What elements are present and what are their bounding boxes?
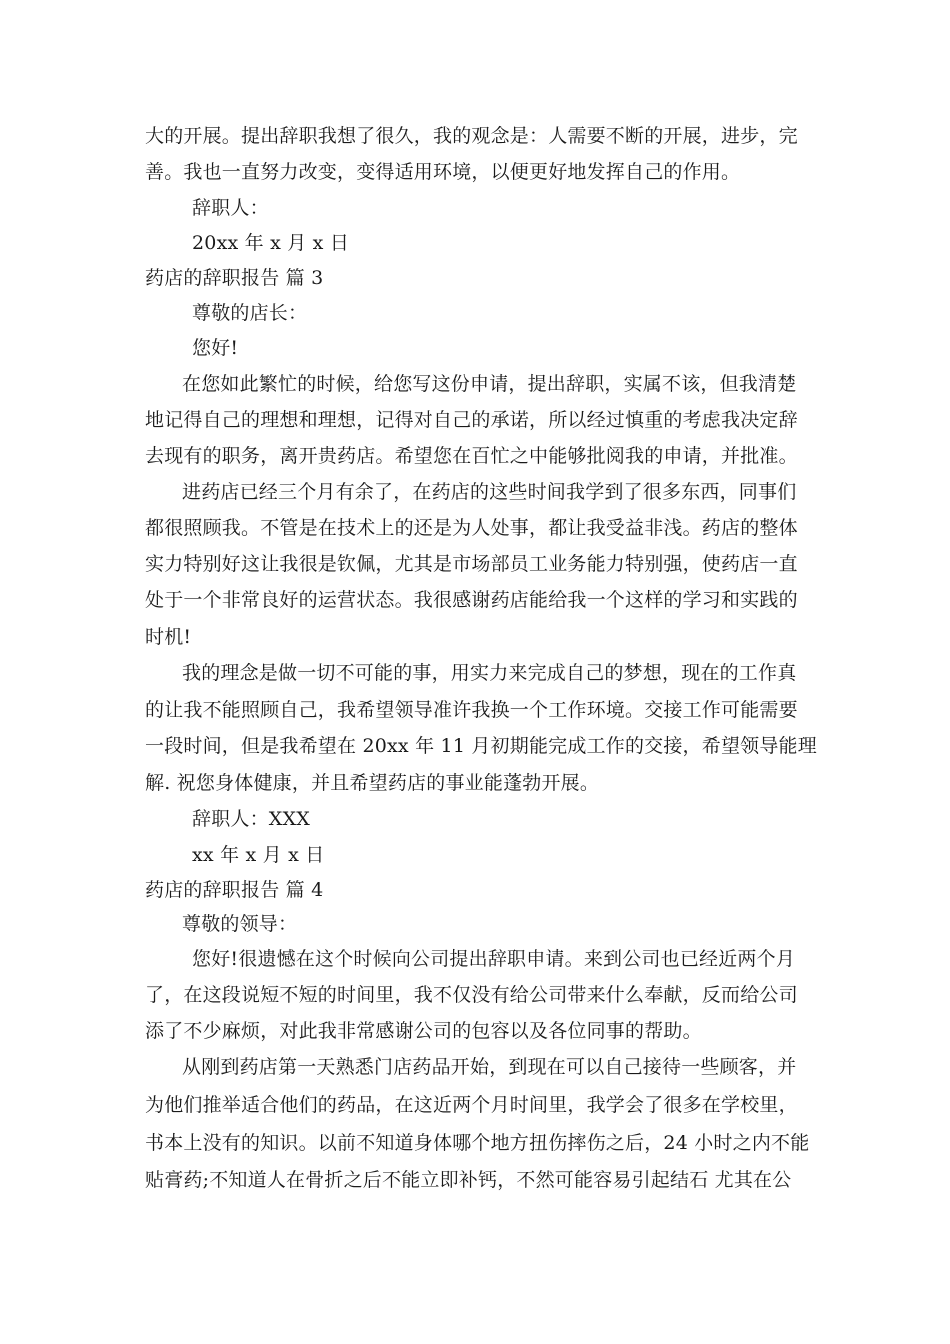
signer-label: 辞职人：XXX bbox=[192, 808, 310, 830]
date-line: 20xx 年 x 月 x 日 bbox=[192, 232, 350, 254]
text-line: 去现有的职务，离开贵药店。希望您在百忙之中能够批阅我的申请，并批准。 bbox=[145, 445, 798, 467]
salutation: 尊敬的店长： bbox=[192, 302, 308, 324]
text-line: 大的开展。提出辞职我想了很久，我的观念是：人需要不断的开展，进步，完 bbox=[145, 125, 798, 147]
text-line: 进药店已经三个月有余了，在药店的这些时间我学到了很多东西，同事们 bbox=[182, 481, 797, 503]
section-heading: 药店的辞职报告 篇 3 bbox=[145, 267, 324, 289]
text-line: 您好!很遗憾在这个时候向公司提出辞职申请。来到公司也已经近两个月 bbox=[192, 948, 796, 970]
text-line: 的让我不能照顾自己，我希望领导准许我换一个工作环境。交接工作可能需要 bbox=[145, 699, 798, 721]
text-line: 我的理念是做一切不可能的事，用实力来完成自己的梦想，现在的工作真 bbox=[182, 662, 797, 684]
text-line: 解. 祝您身体健康，并且希望药店的事业能蓬勃开展。 bbox=[145, 772, 600, 794]
section-heading: 药店的辞职报告 篇 4 bbox=[145, 879, 324, 901]
text-line: 都很照顾我。不管是在技术上的还是为人处事，都让我受益非浅。药店的整体 bbox=[145, 517, 798, 539]
text-line: 在您如此繁忙的时候，给您写这份申请，提出辞职，实属不该，但我清楚 bbox=[182, 373, 797, 395]
greeting: 您好! bbox=[192, 337, 239, 359]
signer-label: 辞职人： bbox=[192, 197, 269, 219]
text-line: 地记得自己的理想和理想，记得对自己的承诺，所以经过慎重的考虑我决定辞 bbox=[145, 409, 798, 431]
text-line: 添了不少麻烦，对此我非常感谢公司的包容以及各位同事的帮助。 bbox=[145, 1020, 702, 1042]
salutation: 尊敬的领导： bbox=[182, 913, 298, 935]
text-line: 书本上没有的知识。以前不知道身体哪个地方扭伤摔伤之后，24 小时之内不能 bbox=[145, 1132, 810, 1154]
text-line: 从刚到药店第一天熟悉门店药品开始，到现在可以自己接待一些顾客，并 bbox=[182, 1056, 797, 1078]
text-line: 贴膏药;不知道人在骨折之后不能立即补钙，不然可能容易引起结石 尤其在公 bbox=[145, 1169, 792, 1191]
text-line: 善。我也一直努力改变，变得适用环境，以便更好地发挥自己的作用。 bbox=[145, 161, 741, 183]
text-line: 一段时间，但是我希望在 20xx 年 11 月初期能完成工作的交接，希望领导能理 bbox=[145, 735, 817, 757]
text-line: 时机! bbox=[145, 626, 192, 648]
date-line: xx 年 x 月 x 日 bbox=[192, 844, 325, 866]
text-line: 实力特别好这让我很是钦佩，尤其是市场部员工业务能力特别强，使药店一直 bbox=[145, 553, 798, 575]
text-line: 了，在这段说短不短的时间里，我不仅没有给公司带来什么奉献，反而给公司 bbox=[145, 984, 798, 1006]
text-line: 为他们推举适合他们的药品，在这近两个月时间里，我学会了很多在学校里， bbox=[145, 1094, 798, 1116]
text-line: 处于一个非常良好的运营状态。我很感谢药店能给我一个这样的学习和实践的 bbox=[145, 589, 798, 611]
